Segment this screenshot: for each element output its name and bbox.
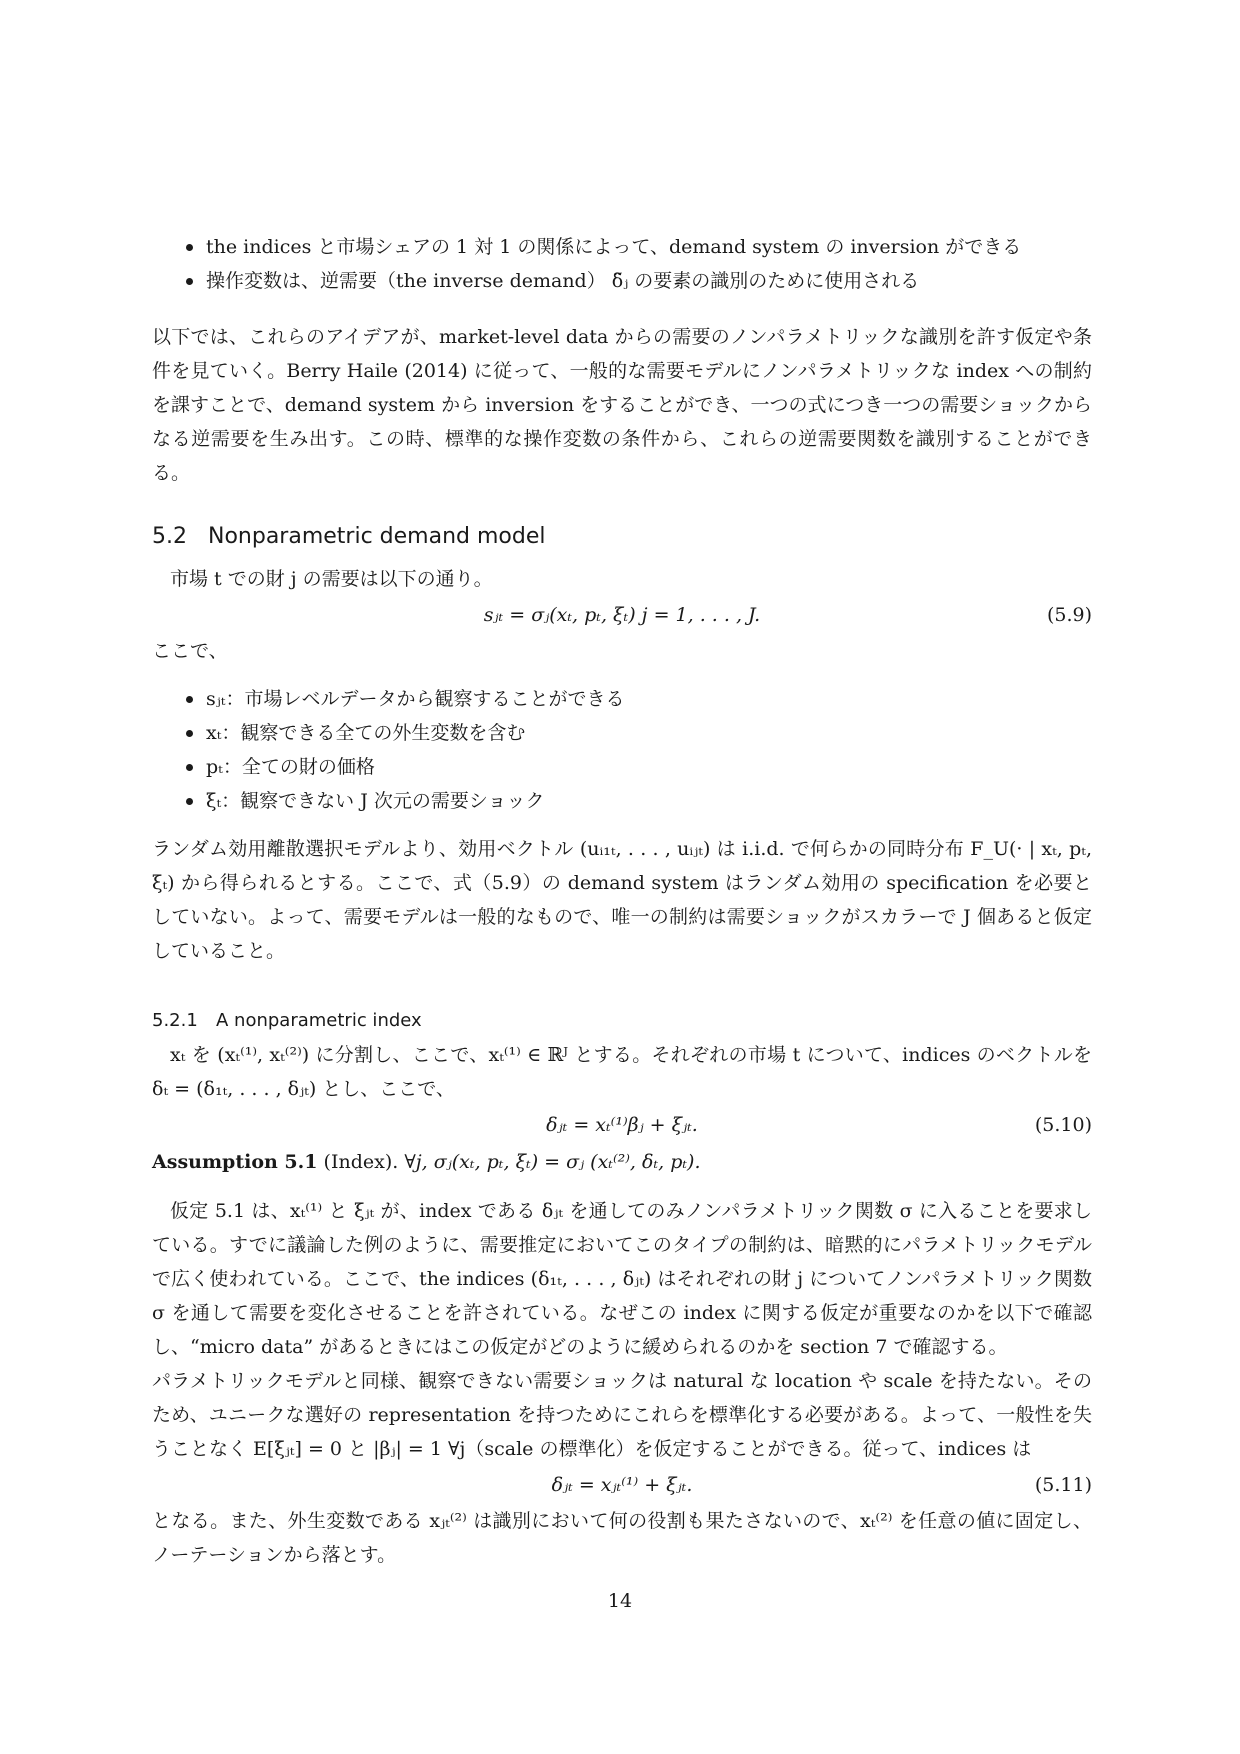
list-item <box>188 682 1092 716</box>
bullet-list-top <box>188 230 1092 298</box>
section-heading <box>152 512 1092 562</box>
equation-body: sⱼₜ = σⱼ(xₜ, pₜ, ξₜ) j = 1, . . . , J. <box>483 604 761 626</box>
list-item <box>188 230 1092 264</box>
bullet-icon <box>186 764 193 771</box>
section-number: 5.2 <box>152 524 187 549</box>
equation-tag: (5.10) <box>1034 1114 1092 1136</box>
page-number: 14 <box>607 1590 633 1612</box>
list-item-text: ξₜ：観察できない J 次元の需要ショック <box>206 790 545 812</box>
bullet-icon <box>186 244 193 251</box>
list-item-text: 操作変数は、逆需要（the inverse demand） δ̃ⱼ の要素の識別のために使用される <box>206 270 920 292</box>
assumption-name: (Index). <box>323 1151 399 1173</box>
section-title: Nonparametric demand model <box>208 524 546 549</box>
list-item-text: sⱼₜ：市場レベルデータから観察することができる <box>206 688 625 710</box>
equation-tag: (5.11) <box>1034 1474 1092 1496</box>
bullet-icon <box>186 798 193 805</box>
equation-5-9 <box>152 596 1092 634</box>
subsection-heading <box>152 1004 1092 1038</box>
list-item <box>188 784 1092 818</box>
bullet-list-definitions <box>188 682 1092 818</box>
equation-5-11 <box>152 1466 1092 1504</box>
list-item-text: the indices と市場シェアの 1 対 1 の関係によって、demand system の inversion ができる <box>206 236 1022 258</box>
assumption-label: Assumption 5.1 <box>152 1151 318 1173</box>
paragraph-normalization: パラメトリックモデルと同様、観察できない需要ショックは natural な location や scale を持たない。そのため、ユニークな選好の representation を持つためにこれらを標準化する必要がある。よって、一般性を失うことなく E[ξⱼₜ] = 0 と |βⱼ| = 1 ∀j（scale の標準化）を仮定することができる。従って、indices は <box>152 1370 1092 1460</box>
paragraph-assumption-explain: 仮定 5.1 は、xₜ⁽¹⁾ と ξⱼₜ が、index である δⱼₜ を通してのみノンパラメトリック関数 σ に入ることを要求している。すでに議論した例のように、需要推定においてこのタイプの制約は、暗黙的にパラメトリックモデルで広く使われている。ここで、the indices (δ₁ₜ, . . . , δⱼₜ) はそれぞれの財 j についてノンパラメトリック関数 σ を通して需要を変化させることを許されている。なぜこの index に関する仮定が重要なのかを以下で確認し、“micro data” があるときにはこの仮定がどのように緩められるのかを section 7 で確認する。 <box>152 1200 1092 1358</box>
list-item-text: pₜ：全ての財の価格 <box>206 756 375 778</box>
equation-5-10 <box>152 1106 1092 1144</box>
list-item <box>188 264 1092 298</box>
bullet-icon <box>186 278 193 285</box>
bullet-icon <box>186 696 193 703</box>
equation-body: δⱼₜ = xⱼₜ⁽¹⁾ + ξⱼₜ. <box>551 1474 693 1496</box>
subsection-title: A nonparametric index <box>216 1010 422 1031</box>
paragraph-demand: 市場 t での財 j の需要は以下の通り。 <box>170 568 493 590</box>
assumption-body: ∀j, σⱼ(xₜ, pₜ, ξₜ) = σⱼ (xₜ⁽²⁾, δₜ, pₜ). <box>404 1151 701 1173</box>
paragraph-partition: xₜ を (xₜ⁽¹⁾, xₜ⁽²⁾) に分割し、ここで、xₜ⁽¹⁾ ∈ ℝᴶ とする。それぞれの市場 t について、indices のベクトルを δₜ = (δ₁ₜ, . . . , δⱼₜ) とし、ここで、 <box>152 1044 1092 1100</box>
assumption-5-1 <box>152 1144 1092 1180</box>
equation-tag: (5.9) <box>1046 604 1092 626</box>
paragraph-intro: 以下では、これらのアイデアが、market-level data からの需要のノンパラメトリックな識別を許す仮定や条件を見ていく。Berry Haile (2014) に従って、一般的な需要モデルにノンパラメトリックな index への制約を課すことで、demand system から inversion をすることができ、一つの式につき一つの需要ショックからなる逆需要を生み出す。この時、標準的な操作変数の条件から、これらの逆需要関数を識別することができる。 <box>152 326 1092 484</box>
list-item-text: xₜ：観察できる全ての外生変数を含む <box>206 722 526 744</box>
paragraph-where: ここで、 <box>152 640 228 662</box>
paragraph-conclusion: となる。また、外生変数である xⱼₜ⁽²⁾ は識別において何の役割も果たさないので、xₜ⁽²⁾ を任意の値に固定し、ノーテーションから落とす。 <box>152 1510 1092 1566</box>
page-body <box>152 230 1092 1572</box>
equation-body: δⱼₜ = xₜ⁽¹⁾βⱼ + ξⱼₜ. <box>546 1114 698 1136</box>
list-item <box>188 716 1092 750</box>
list-item <box>188 750 1092 784</box>
bullet-icon <box>186 730 193 737</box>
subsection-number: 5.2.1 <box>152 1010 198 1031</box>
paragraph-random-utility: ランダム効用離散選択モデルより、効用ベクトル (uᵢ₁ₜ, . . . , uᵢⱼₜ) は i.i.d. で何らかの同時分布 F_U(· | xₜ, pₜ, ξₜ) から得られるとする。ここで、式（5.9）の demand system はランダム効用の specification を必要としていない。よって、需要モデルは一般的なもので、唯一の制約は需要ショックがスカラーで J 個あると仮定していること。 <box>152 838 1092 962</box>
